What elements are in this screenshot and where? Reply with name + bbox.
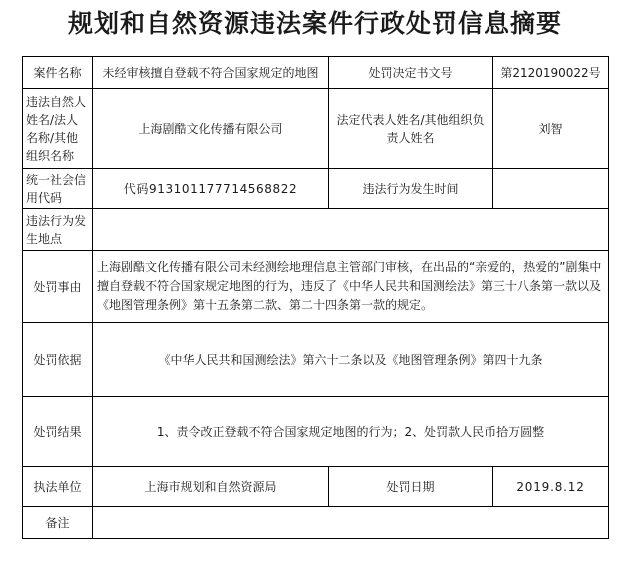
penalty-date-label: 处罚日期 [329, 467, 493, 507]
table-row-case-name [23, 57, 609, 89]
violation-time-value [493, 169, 609, 209]
legal-representative-value: 刘智 [493, 89, 609, 169]
table-row-remark [23, 507, 609, 539]
table-row-reason [23, 251, 609, 323]
table-row-credit-code [23, 169, 609, 209]
penalty-date-value: 2019.8.12 [493, 467, 609, 507]
table-row-violation-place [23, 209, 609, 251]
document-title: 规划和自然资源违法案件行政处罚信息摘要 [67, 9, 562, 38]
table-row-basis [23, 323, 609, 397]
decision-number-label: 处罚决定书文号 [329, 57, 493, 89]
violator-name-label: 违法自然人姓名/法人名称/其他组织名称 [23, 89, 93, 169]
remark-value [93, 507, 609, 539]
penalty-result-value: 1、责令改正登载不符合国家规定地图的行为；2、处罚款人民币拾万圆整 [93, 397, 609, 467]
penalty-basis-label: 处罚依据 [23, 323, 93, 397]
violation-place-label: 违法行为发生地点 [23, 209, 93, 251]
credit-code-value: 代码913101177714568822 [93, 169, 329, 209]
violation-place-value [93, 209, 609, 251]
credit-code-label: 统一社会信用代码 [23, 169, 93, 209]
penalty-result-label: 处罚结果 [23, 397, 93, 467]
violation-time-label: 违法行为发生时间 [329, 169, 493, 209]
penalty-reason-label: 处罚事由 [23, 251, 93, 323]
case-name-label: 案件名称 [23, 57, 93, 89]
enforcement-unit-label: 执法单位 [23, 467, 93, 507]
penalty-reason-value: 上海剧酷文化传播有限公司未经测绘地理信息主管部门审核，在出品的“亲爱的，热爱的”剧集中擅自登载不符合国家规定地图的行为，违反了《中华人民共和国测绘法》第三十八条第一款以及《地图管理条例》第十五条第二款、第二十四条第一款的规定。 [93, 251, 609, 323]
table-row-unit [23, 467, 609, 507]
table-row-violator [23, 89, 609, 169]
enforcement-unit-value: 上海市规划和自然资源局 [93, 467, 329, 507]
case-name-value: 未经审核擅自登载不符合国家规定的地图 [93, 57, 329, 89]
violator-name-value: 上海剧酷文化传播有限公司 [93, 89, 329, 169]
penalty-basis-value: 《中华人民共和国测绘法》第六十二条以及《地图管理条例》第四十九条 [93, 323, 609, 397]
remark-label: 备注 [23, 507, 93, 539]
decision-number-value: 第2120190022号 [493, 57, 609, 89]
legal-representative-label: 法定代表人姓名/其他组织负责人姓名 [329, 89, 493, 169]
table-row-result [23, 397, 609, 467]
penalty-summary-table [22, 56, 609, 539]
